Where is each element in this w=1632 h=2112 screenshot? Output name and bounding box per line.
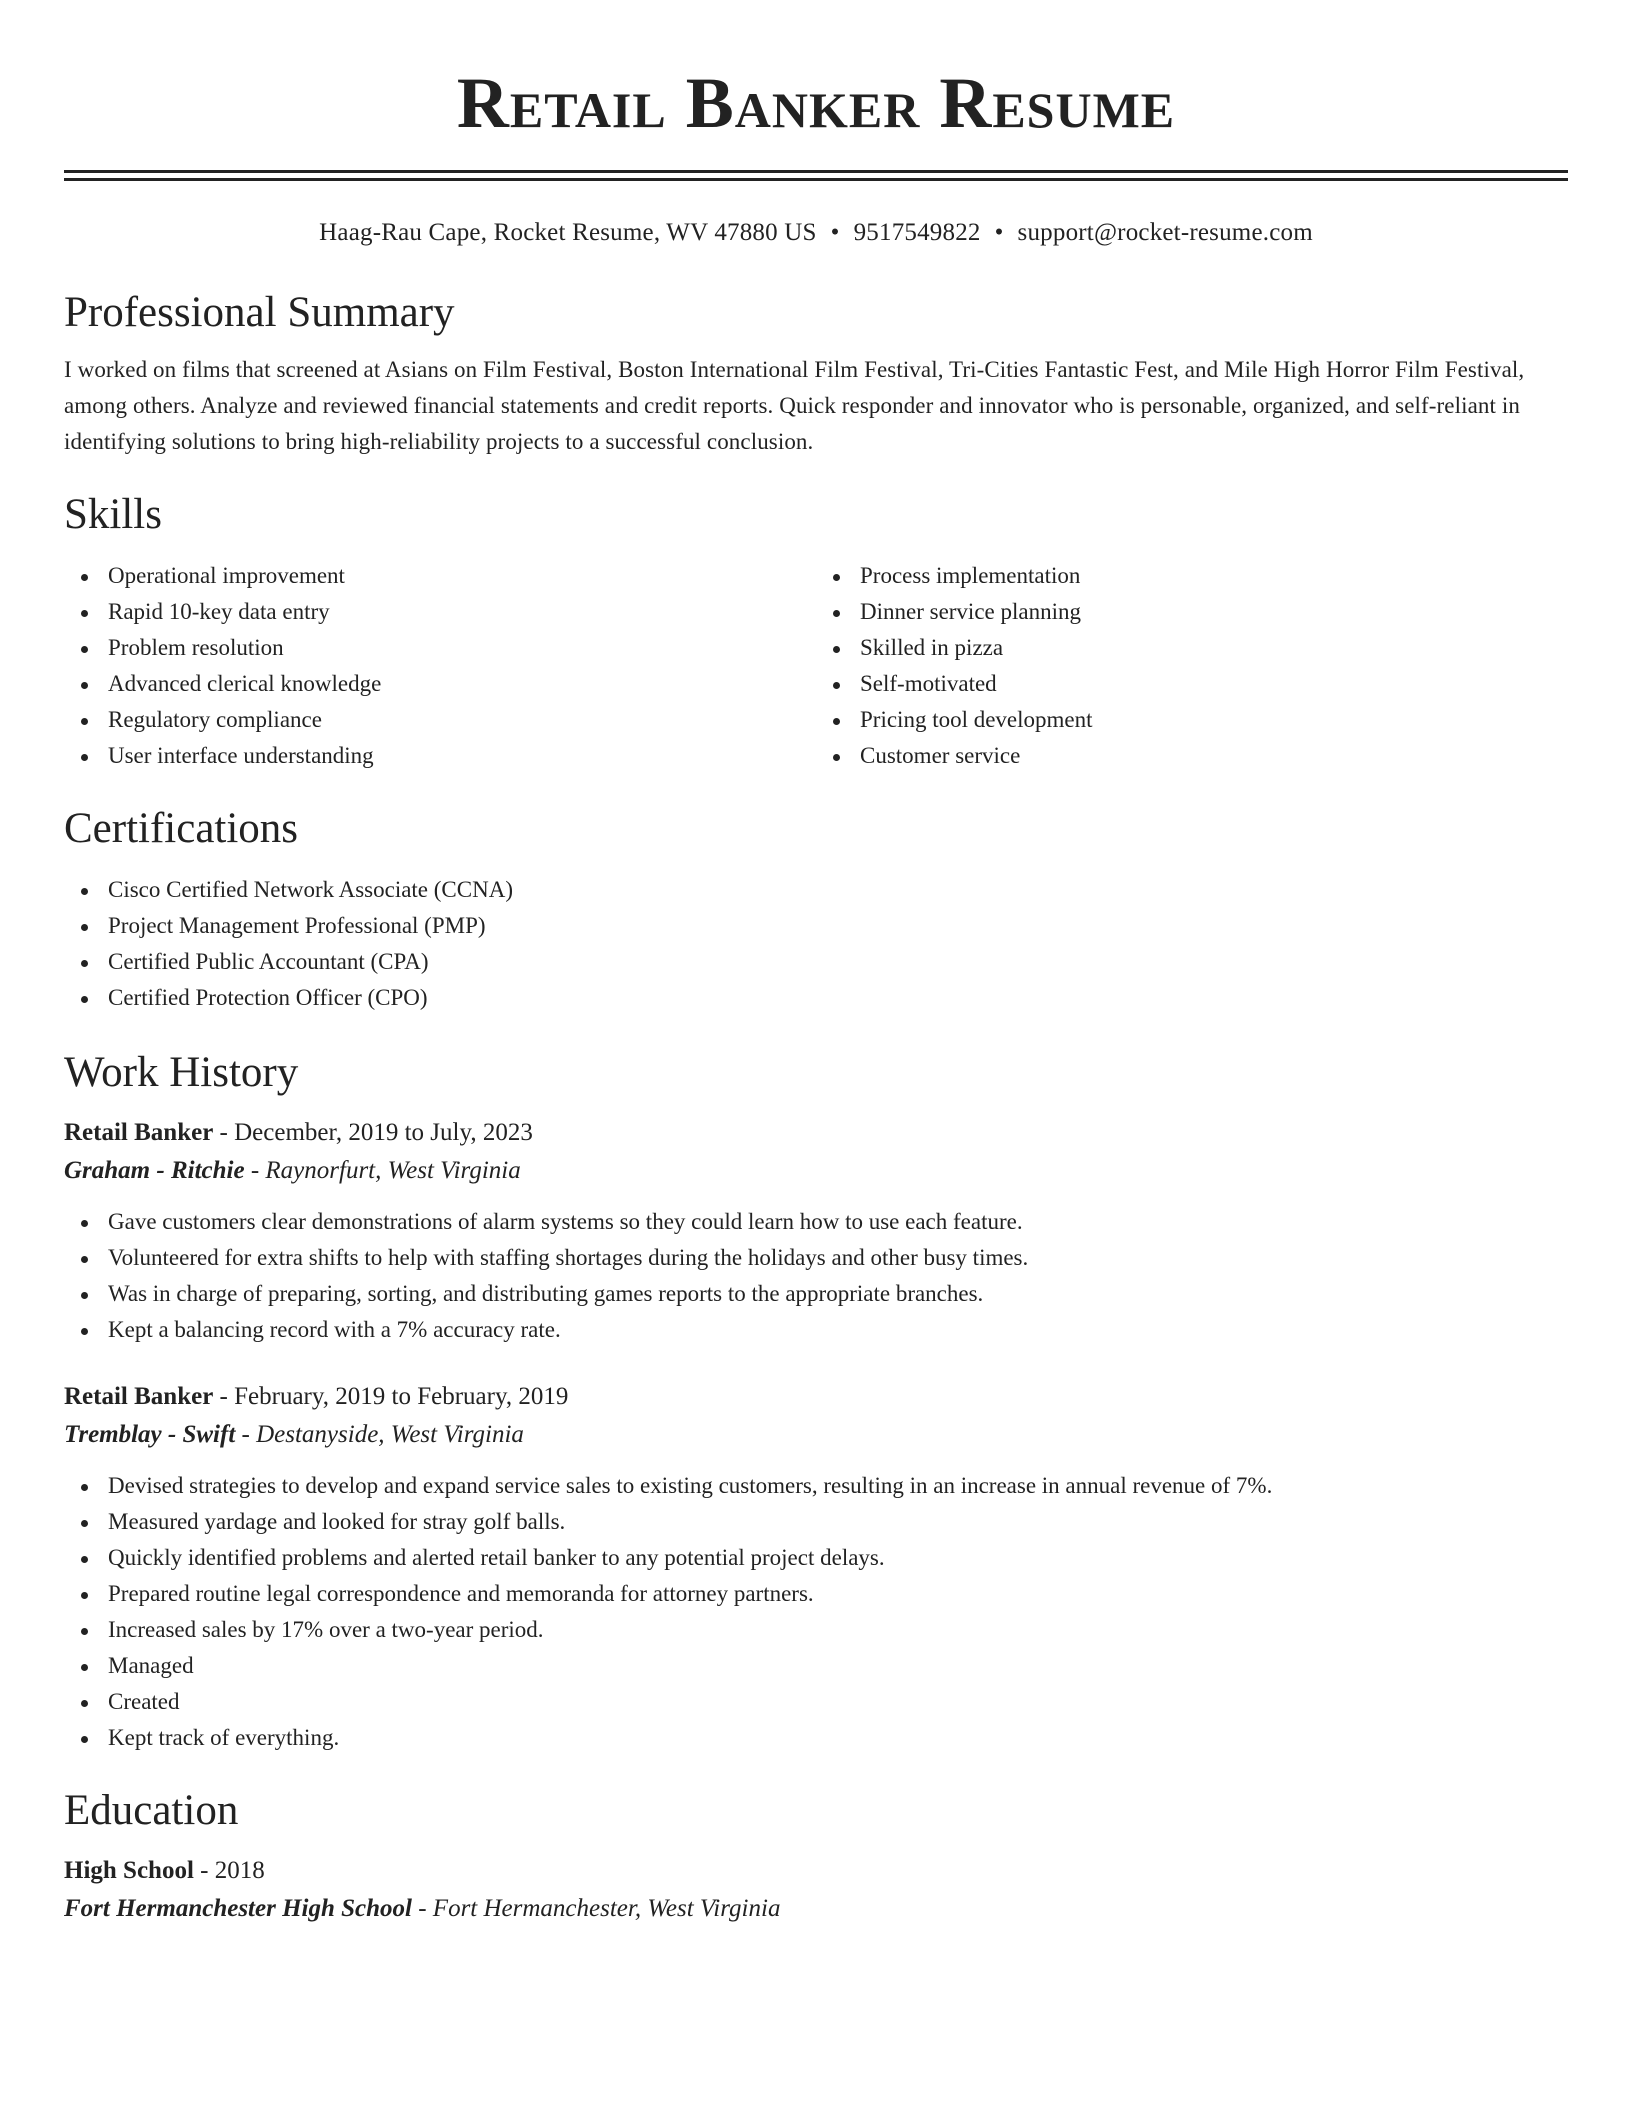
contact-line [64, 216, 1568, 250]
skill-item: Customer service [816, 738, 1568, 774]
job-dates: - February, 2019 to February, 2019 [219, 1383, 569, 1410]
job-duty: Kept a balancing record with a 7% accuracy rate. [64, 1312, 1568, 1348]
school-name: Fort Hermanchester High School [64, 1895, 412, 1922]
contact-address: Haag-Rau Cape, Rocket Resume, WV 47880 US [319, 219, 817, 246]
skills-right-list [816, 558, 1568, 774]
job-dates: - December, 2019 to July, 2023 [219, 1119, 533, 1146]
school-line [64, 1890, 1568, 1928]
skill-item: Process implementation [816, 558, 1568, 594]
contact-phone: 9517549822 [853, 219, 981, 246]
job-duty: Devised strategies to develop and expand service sales to existing customers, resulting in an increase in annual revenue of 7%. [64, 1468, 1568, 1504]
certifications-list [64, 872, 1568, 1016]
job-title: Retail Banker [64, 1119, 214, 1146]
skill-item: Regulatory compliance [64, 702, 816, 738]
company-location: - Destanyside, West Virginia [241, 1421, 524, 1448]
degree-line [64, 1852, 1568, 1890]
job-duty: Kept track of everything. [64, 1720, 1568, 1756]
graduation-year: - 2018 [200, 1857, 265, 1884]
skill-item: Dinner service planning [816, 594, 1568, 630]
skill-item: Advanced clerical knowledge [64, 666, 816, 702]
certification-item: Certified Public Accountant (CPA) [64, 944, 1568, 980]
resume-title: Retail Banker Resume [456, 63, 1176, 143]
skill-item: Skilled in pizza [816, 630, 1568, 666]
skill-item: Self-motivated [816, 666, 1568, 702]
title-double-rule [64, 170, 1568, 181]
job-duty: Prepared routine legal correspondence and memoranda for attorney partners. [64, 1576, 1568, 1612]
skills-left-list [64, 558, 816, 774]
company-name: Tremblay - Swift [64, 1421, 236, 1448]
education-entry [64, 1852, 1568, 1928]
job-duties-list [64, 1204, 1568, 1348]
job-duty: Created [64, 1684, 1568, 1720]
job-duty: Quickly identified problems and alerted retail banker to any potential project delays. [64, 1540, 1568, 1576]
job-title-line [64, 1378, 1568, 1416]
certifications-heading: Certifications [64, 805, 299, 852]
company-line [64, 1416, 1568, 1454]
job-duty: Measured yardage and looked for stray golf balls. [64, 1504, 1568, 1540]
skill-item: Problem resolution [64, 630, 816, 666]
job-title: Retail Banker [64, 1383, 214, 1410]
job-entry [64, 1114, 1568, 1348]
company-location: - Raynorfurt, West Virginia [250, 1157, 521, 1184]
job-duties-list [64, 1468, 1568, 1756]
skill-item: Pricing tool development [816, 702, 1568, 738]
job-duty: Gave customers clear demonstrations of alarm systems so they could learn how to use each feature. [64, 1204, 1568, 1240]
contact-email: support@rocket-resume.com [1017, 219, 1313, 246]
skill-item: Operational improvement [64, 558, 816, 594]
job-duty: Was in charge of preparing, sorting, and distributing games reports to the appropriate branches. [64, 1276, 1568, 1312]
company-line [64, 1152, 1568, 1190]
summary-heading: Professional Summary [64, 289, 455, 336]
work-history-heading: Work History [64, 1049, 299, 1096]
job-duty: Volunteered for extra shifts to help with staffing shortages during the holidays and other busy times. [64, 1240, 1568, 1276]
job-entry [64, 1378, 1568, 1756]
skills-columns [64, 558, 1568, 774]
job-duty: Increased sales by 17% over a two-year period. [64, 1612, 1568, 1648]
contact-separator: • [830, 219, 840, 246]
skill-item: User interface understanding [64, 738, 816, 774]
degree: High School [64, 1857, 194, 1884]
skills-heading: Skills [64, 491, 162, 538]
certification-item: Cisco Certified Network Associate (CCNA) [64, 872, 1568, 908]
summary-text: I worked on films that screened at Asians on Film Festival, Boston International Film Festival, Tri-Cities Fantastic Fest, and Mile High Horror Film Festival, among others. Analyze and reviewed financial statements and credit reports. Quick responder and innovator who is personable, organized, and self-reliant in identifying solutions to bring high-reliability projects to a successful conclusion. [64, 357, 1525, 454]
certification-item: Certified Protection Officer (CPO) [64, 980, 1568, 1016]
education-heading: Education [64, 1787, 239, 1834]
job-title-line [64, 1114, 1568, 1152]
job-duty: Managed [64, 1648, 1568, 1684]
certification-item: Project Management Professional (PMP) [64, 908, 1568, 944]
company-name: Graham - Ritchie [64, 1157, 245, 1184]
skill-item: Rapid 10-key data entry [64, 594, 816, 630]
school-location: - Fort Hermanchester, West Virginia [418, 1895, 781, 1922]
contact-separator: • [994, 219, 1004, 246]
